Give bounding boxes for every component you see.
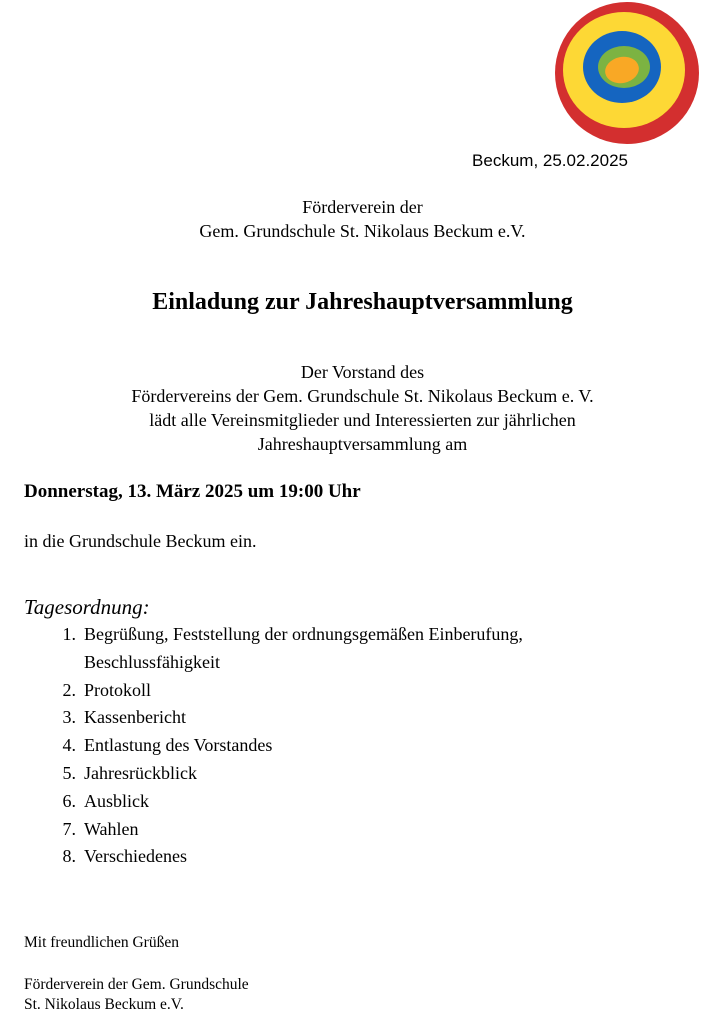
agenda-item-number: 5. <box>62 762 76 783</box>
agenda-item-number: 4. <box>62 735 76 756</box>
intro-line: Fördervereins der Gem. Grundschule St. Nikolaus Beckum e. V. <box>131 386 594 406</box>
agenda-item-text: Jahresrückblick <box>84 762 197 783</box>
agenda-item-text: Protokoll <box>84 679 152 700</box>
agenda-item-text: Kassenbericht <box>84 707 186 728</box>
organization-heading <box>0 195 706 243</box>
agenda-item-number: 1. <box>62 624 76 644</box>
signature-line: St. Nikolaus Beckum e.V. <box>24 996 184 1013</box>
agenda-item <box>24 788 684 816</box>
agenda-item-text: Entlastung des Vorstandes <box>84 735 273 756</box>
intro-line: Der Vorstand des <box>300 362 425 382</box>
agenda-item-line: Beschlussfähigkeit <box>84 651 220 672</box>
agenda-item-text: Verschiedenes <box>84 846 187 867</box>
agenda-item <box>24 704 684 732</box>
agenda-item <box>24 816 684 844</box>
intro-line: lädt alle Vereinsmitglieder und Interessierten zur jährlichen <box>149 410 576 430</box>
meeting-datetime: Donnerstag, 13. März 2025 um 19:00 Uhr <box>24 481 361 502</box>
agenda-item <box>24 843 684 871</box>
school-logo <box>553 0 701 146</box>
agenda-item-number: 8. <box>62 846 76 867</box>
agenda-item-number: 6. <box>62 790 76 811</box>
agenda-item-line: Begrüßung, Feststellung der ordnungsgemäßen Einberufung, <box>84 624 523 644</box>
meeting-location: in die Grundschule Beckum ein. <box>24 531 257 551</box>
agenda-item-text: Ausblick <box>84 790 149 811</box>
signature-line: Förderverein der Gem. Grundschule <box>24 976 249 993</box>
intro-line: Jahreshauptversammlung am <box>257 434 468 454</box>
agenda-item <box>24 621 684 677</box>
document-title: Einladung zur Jahreshauptversammlung <box>152 289 573 315</box>
closing-greeting: Mit freundlichen Grüßen <box>24 934 179 951</box>
agenda-item-number: 2. <box>62 679 76 700</box>
signature-block <box>24 975 249 1015</box>
agenda-item <box>24 732 684 760</box>
agenda-item-number: 3. <box>62 707 76 728</box>
letter-date: Beckum, 25.02.2025 <box>472 151 628 170</box>
agenda-item <box>24 760 684 788</box>
organization-heading-line: Förderverein der <box>302 197 423 217</box>
agenda-list <box>24 621 684 871</box>
agenda-title: Tagesordnung: <box>24 595 150 619</box>
agenda-item-number: 7. <box>62 818 76 839</box>
agenda-item-text: Wahlen <box>84 818 139 839</box>
agenda-item <box>24 677 684 705</box>
invitation-intro <box>0 360 706 456</box>
agenda-item-text <box>84 621 684 677</box>
organization-heading-line: Gem. Grundschule St. Nikolaus Beckum e.V. <box>199 221 526 241</box>
